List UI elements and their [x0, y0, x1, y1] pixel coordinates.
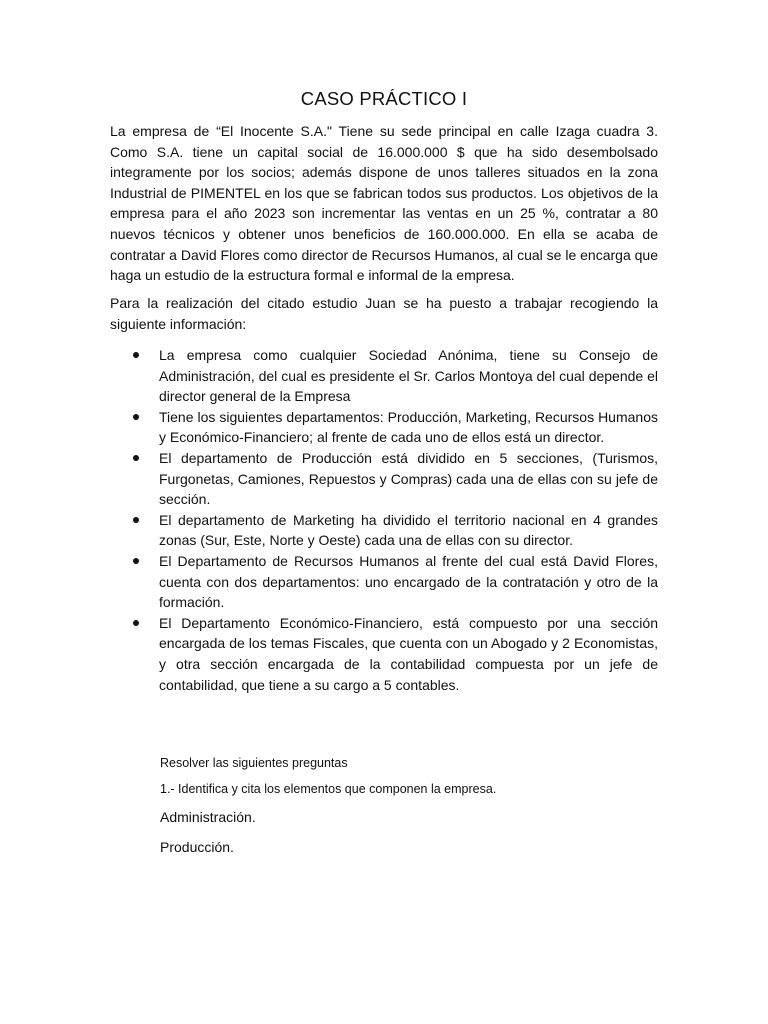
answer-line: Administración.	[160, 809, 256, 825]
answer-line: Producción.	[160, 839, 234, 855]
list-item	[110, 448, 658, 510]
list-item	[110, 407, 658, 448]
intro-paragraph: La empresa de “El Inocente S.A." Tiene su sede principal en calle Izaga cuadra 3. Como S.A. tiene un capital social de 16.000.000 $ que ha sido desembolsado integramente por los socios; además dispone de unos talleres situados en la zona Industrial de PIMENTEL en los que se fabrican todos sus productos. Los objetivos de la empresa para el año 2023 son incrementar las ventas en un 25 %, contratar a 80 nuevos técnicos y obtener unos beneficios de 160.000.000. En ella se acaba de contratar a David Flores como director de Recursos Humanos, al cual se le encarga que haga un estudio de la estructura formal e informal de la empresa.	[110, 123, 658, 284]
bullet-icon	[133, 558, 139, 564]
list-item-text: La empresa como cualquier Sociedad Anónima, tiene su Consejo de Administración, del cual es presidente el Sr. Carlos Montoya del cual depende el director general de la Empresa	[159, 347, 658, 405]
bullet-icon	[133, 517, 139, 523]
bullet-icon	[133, 414, 139, 420]
information-list	[110, 345, 658, 695]
list-item	[110, 551, 658, 613]
list-item-text: El Departamento de Recursos Humanos al frente del cual está David Flores, cuenta con dos departamentos: uno encargado de la contratación y otro de la formación.	[159, 552, 658, 611]
list-item	[110, 613, 658, 695]
list-item-text: El Departamento Económico-Financiero, está compuesto por una sección encargada de los temas Fiscales, que cuenta con un Abogado y 2 Economistas, y otra sección encargada de la contabilidad compuesta por un jefe de contabilidad, que tiene a su cargo a 5 contables.	[159, 614, 658, 693]
list-item-text: El departamento de Producción está dividido en 5 secciones, (Turismos, Furgonetas, Camiones, Repuestos y Compras) cada una de ellas con su jefe de sección.	[159, 449, 658, 508]
question-1: 1.- Identifica y cita los elementos que componen la empresa.	[160, 782, 497, 796]
list-item-text: El departamento de Marketing ha dividido el territorio nacional en 4 grandes zonas (Sur, Este, Norte y Oeste) cada una de ellas con su director.	[159, 511, 658, 549]
questions-heading: Resolver las siguientes preguntas	[160, 756, 348, 770]
study-paragraph: Para la realización del citado estudio Juan se ha puesto a trabajar recogiendo la siguiente información:	[110, 295, 658, 332]
list-item-text: Tiene los siguientes departamentos: Producción, Marketing, Recursos Humanos y Económico-Financiero; al frente de cada uno de ellos está un director.	[159, 408, 658, 446]
bullet-icon	[133, 455, 139, 461]
list-item	[110, 345, 658, 407]
list-item	[110, 510, 658, 551]
bullet-icon	[133, 620, 139, 626]
bullet-icon	[133, 352, 139, 358]
document-title: CASO PRÁCTICO I	[300, 88, 468, 109]
